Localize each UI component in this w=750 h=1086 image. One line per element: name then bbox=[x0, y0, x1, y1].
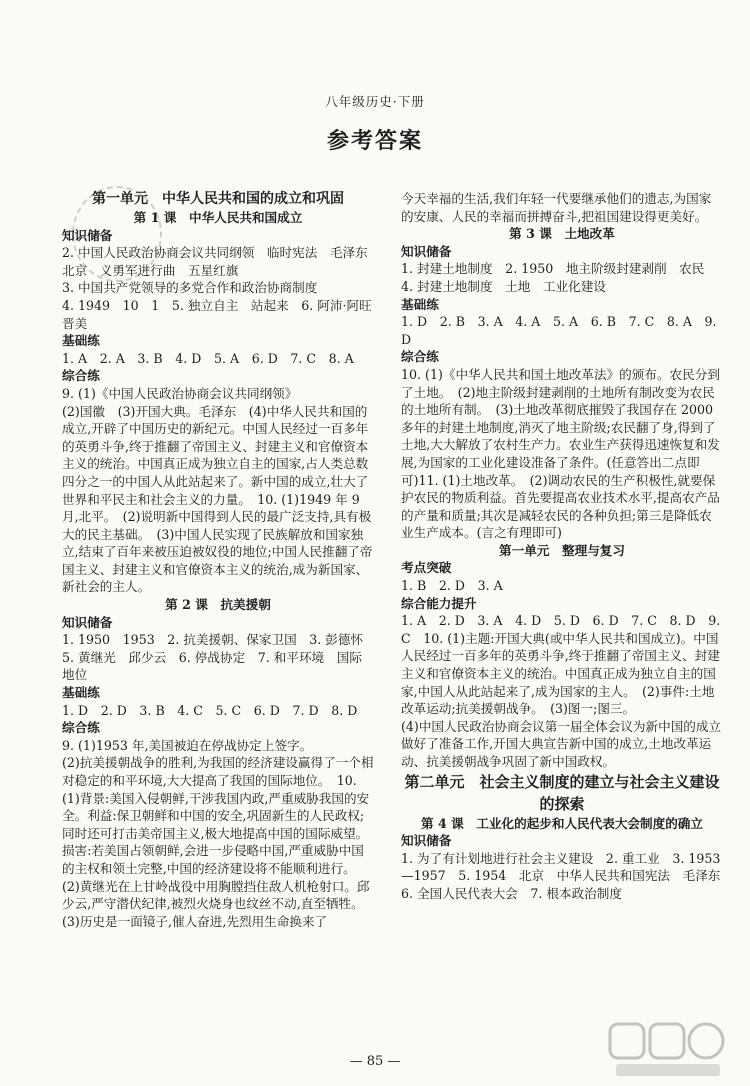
page-number: — 85 — bbox=[349, 1054, 401, 1069]
answer-paragraph: (2)抗美援朝战争的胜利,为我国的经济建设赢得了一个相对稳定的和平环境,大大提高了我国的国际地位。 10. (1)背景:美国入侵朝鲜,干涉我国内政,严重威胁我国的安全。利益:保卫朝鲜和中国的安全,巩固新生的人民政权;同时还可打击美帝国主义,极大地提高中国的国际威望。损害:若美国占领朝鲜,会进一步侵略中国,严重威胁中国的主权和领土完整,中国的经济建设将不能顺利进行。 (2)黄继光在上甘岭战役中用胸膛挡住敌人机枪射口。邱少云,严守潜伏纪律,被烈火烧身也纹丝不动,直至牺牲。 bbox=[62, 755, 374, 912]
answer-paragraph: 1. A 2. A 3. B 4. D 5. A 6. D 7. C 8. A bbox=[62, 350, 354, 366]
section-label: 知识储备 bbox=[401, 243, 452, 259]
section-label: 综合练 bbox=[401, 349, 439, 365]
answer-paragraph: 1. D 2. D 3. B 4. C 5. C 6. D 7. D 8. D bbox=[62, 702, 358, 718]
section-label: 综合练 bbox=[62, 720, 100, 736]
section-label: 基础练 bbox=[401, 296, 439, 312]
book-subtitle: 八年级历史·下册 bbox=[325, 94, 425, 109]
answer-paragraph: 1. 1950 1953 2. 抗美援朝、保家卫国 3. 彭德怀 5. 黄继光 邱少云 6. 停战协定 7. 和平环境 国际地位 bbox=[62, 632, 376, 683]
unit-title: 第一单元 中华人民共和国的成立和巩固 bbox=[92, 191, 344, 207]
left-column bbox=[62, 190, 381, 930]
answer-paragraph: (2)国徽 (3)开国大典。毛泽东 (4)中华人民共和国的成立,开辟了中国历史的新纪元。中国人民经过一百多年的英勇斗争,终于推翻了帝国主义、封建主义和官僚资本主义的统治。中国真正成为独立自主的国家,占人类总数四分之一的中国人从此站起来了。新中国的成立,壮大了世界和平民主和社会主义的力量。 10. (1)1949 年 9 月,北平。 (2)说明新中国得到人民的最广泛支持,具有极大的民主基础。 (3)中国人民实现了民族解放和国家独立,结束了百年来被压迫被奴役的地位;中国人民推翻了帝国主义、封建主义和官僚资本主义的统治,成为新国家、新社会的主人。 bbox=[62, 403, 373, 595]
section-label: 知识储备 bbox=[401, 833, 452, 849]
section-label: 知识储备 bbox=[62, 227, 113, 243]
section-label: 知识储备 bbox=[62, 614, 113, 630]
page-title: 参考答案 bbox=[326, 128, 423, 154]
answer-paragraph: 9. (1)1953 年,美国被迫在停战协定上签字。 bbox=[62, 737, 313, 753]
section-label: 基础练 bbox=[62, 685, 100, 701]
answer-paragraph: 3. 中国共产党领导的多党合作和政治协商制度 bbox=[62, 280, 318, 296]
unit-title: 第二单元 社会主义制度的建立与社会主义建设的探索 bbox=[404, 772, 720, 813]
lesson-title: 第 1 课 中华人民共和国成立 bbox=[133, 210, 303, 225]
watermark-logo-icon bbox=[608, 1020, 728, 1080]
answer-paragraph: 10. (1)《中华人民共和国土地改革法》的颁布。农民分到了土地。 (2)地主阶级封建剥削的土地所有制改变为农民的土地所有制。 (3)土地改革彻底摧毁了我国存在 2000 多年的封建土地制度,消灭了地主阶级;农民翻了身,得到了土地,大大解放了农村生产力。农业生产获得迅速恢复和发展,为国家的工业化建设准备了条件。(任意答出二点即可)11. (1)土地改革。 (2)调动农民的生产积极性,就要保护农民的物质利益。首先要提高农业技术水平,提高农产品的产量和质量;其次是减轻农民的各种负担;第三是降低农业生产成本。(言之有理即可) bbox=[401, 366, 720, 541]
answer-paragraph: 1. B 2. D 3. A bbox=[401, 578, 503, 594]
answer-paragraph: 1. 封建土地制度 2. 1950 地主阶级封建剥削 农民 4. 封建土地制度 土地 工业化建设 bbox=[401, 261, 717, 294]
answer-paragraph: 1. A 2. D 3. A 4. D 5. D 6. D 7. C 8. D 9. C 10. (1)主题:开国大典(或中华人民共和国成立)。中国人民经过一百多年的英勇斗争,终于推翻了帝国主义、封建主义和官僚资本主义的统治。中国真正成为独立自主的国家,中国人从此站起来了,成为国家的主人。 (2)事件:土地改革运动;抗美援朝战争。 (3)图一;图三。 bbox=[401, 613, 721, 717]
answer-paragraph: (4)中国人民政治协商会议第一届全体会议为新中国的成立做好了准备工作,开国大典宣告新中国的成立,土地改革运动、抗美援朝战争巩固了新中国政权。 bbox=[401, 718, 722, 769]
lesson-title: 第 3 课 土地改革 bbox=[509, 226, 615, 242]
answer-paragraph: 1. D 2. B 3. A 4. A 5. A 6. B 7. C 8. A 9. D bbox=[401, 314, 717, 347]
answer-paragraph: 2. 中国人民政治协商会议共同纲领 临时宪法 毛泽东 北京 义勇军进行曲 五星红旗 bbox=[62, 245, 381, 278]
right-column bbox=[401, 190, 733, 903]
section-label: 综合能力提升 bbox=[401, 595, 477, 611]
lesson-title: 第一单元 整理与复习 bbox=[499, 542, 625, 558]
answer-paragraph: 1. 为了有计划地进行社会主义建设 2. 重工业 3. 1953—1957 5. 1954 北京 中华人民共和国宪法 毛泽东 6. 全国人民代表大会 7. 根本政治制度 bbox=[401, 850, 733, 901]
lesson-title: 第 2 课 抗美援朝 bbox=[165, 597, 271, 613]
section-label: 综合练 bbox=[62, 368, 100, 384]
section-label: 基础练 bbox=[62, 333, 100, 349]
section-label: 考点突破 bbox=[401, 560, 452, 576]
answer-paragraph: 今天幸福的生活,我们年轻一代要继承他们的遗志,为国家的安康、人民的幸福而拼搏奋斗,把祖国建设得更美好。 bbox=[401, 191, 712, 224]
answer-paragraph: 9. (1)《中国人民政治协商会议共同纲领》 bbox=[62, 385, 298, 401]
answer-paragraph: 4. 1949 10 1 5. 独立自主 站起来 6. 阿沛·阿旺晋美 bbox=[62, 297, 372, 331]
lesson-title: 第 4 课 工业化的起步和人民代表大会制度的确立 bbox=[420, 815, 703, 831]
answer-paragraph: (3)历史是一面镜子,催人奋进,先烈用生命换来了 bbox=[62, 913, 328, 929]
